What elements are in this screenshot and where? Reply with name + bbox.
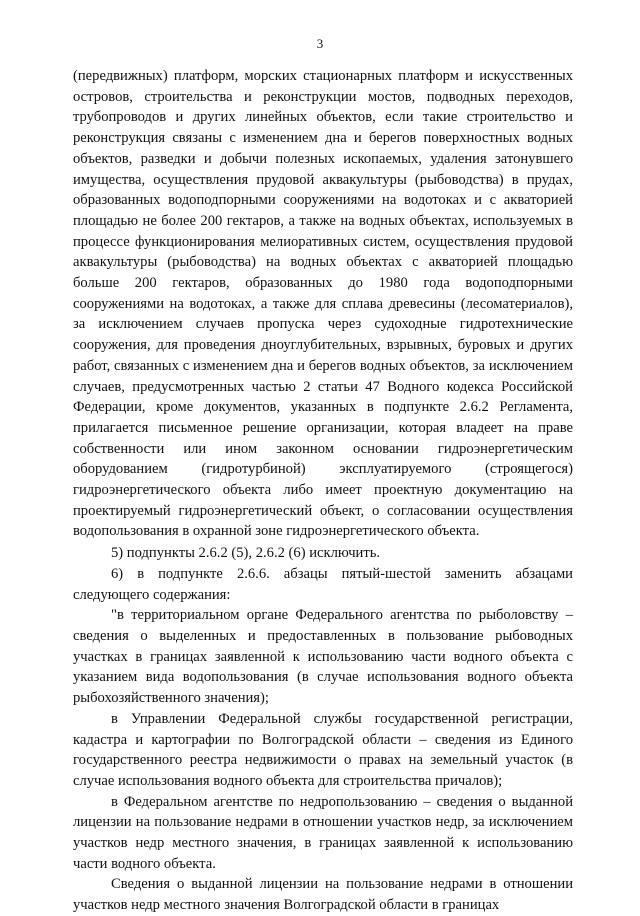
document-body [73,66,573,916]
paragraph-fisheries-agency: "в территориальном органе Федерального агентства по рыболовству – сведения о выделенных и предоставленных в пользование рыбоводных участках в границах заявленной к использованию части водного объекта с указанием вида водопользования (в случае использования водного объекта рыбохозяйственного значения); [73,607,573,707]
paragraph-continuation: (передвижных) платформ, морских стационарных платформ и искусственных островов, строительства и реконструкции мостов, подводных переходов, трубопроводов и других линейных объектов, если такие строительство и реконструкция связаны с изменением дна и берегов поверхностных водных объектов, разведки и добычи полезных ископаемых, удаления затонувшего имущества, осуществления прудовой аквакультуры (рыбоводства) в прудах, образованных водоподпорными сооружениями на водотоках и с акваторией площадью не более 200 гектаров, а также на водных объектах, используемых в процессе функционирования мелиоративных систем, осуществления прудовой аквакультуры (рыбоводства) на водных объектах с акваторией площадью больше 200 гектаров, образованных до 1980 года водоподпорными сооружениями на водотоках, а также для сплава древесины (лесоматериалов), за исключением случаев пропуска через судоходные гидротехнические сооружения, для проведения дноуглубительных, взрывных, буровых и других работ, связанных с изменением дна и берегов водных объектов, за исключением случаев, предусмотренных частью 2 статьи 47 Водного кодекса Российской Федерации, кроме документов, указанных в подпункте 2.6.2 Регламента, прилагается письменное решение организации, которая владеет на праве собственности или ином законном основании гидроэнергетическим оборудованием (гидротурбиной) эксплуатируемого (строящегося) гидроэнергетического объекта либо имеет проектную документацию на проектируемый гидроэнергетический объект, о согласовании осуществления водопользования в охранной зоне гидроэнергетического объекта. [73,68,573,540]
paragraph-subsoil-agency: в Федеральном агентстве по недропользованию – сведения о выданной лицензии на пользование недрами в отношении участков недр, за исключением участков недр местного значения, в границах заявленной к использованию части водного объекта. [73,793,573,872]
paragraph-rosreestr: в Управлении Федеральной службы государственной регистрации, кадастра и картографии по Волгоградской области – сведения из Единого государственного реестра недвижимости о правах на земельный участок (в случае использования водного объекта для строительства причалов); [73,710,573,789]
paragraph-license-info: Сведения о выданной лицензии на пользование недрами в отношении участков недр местного значения Волгоградской области в границах [73,876,573,914]
paragraph-item-6: 6) в подпункте 2.6.6. абзацы пятый-шестой заменить абзацами следующего содержания: [73,565,573,603]
page-number: 3 [316,36,324,51]
paragraph-item-5: 5) подпункты 2.6.2 (5), 2.6.2 (6) исключить. [111,545,381,562]
